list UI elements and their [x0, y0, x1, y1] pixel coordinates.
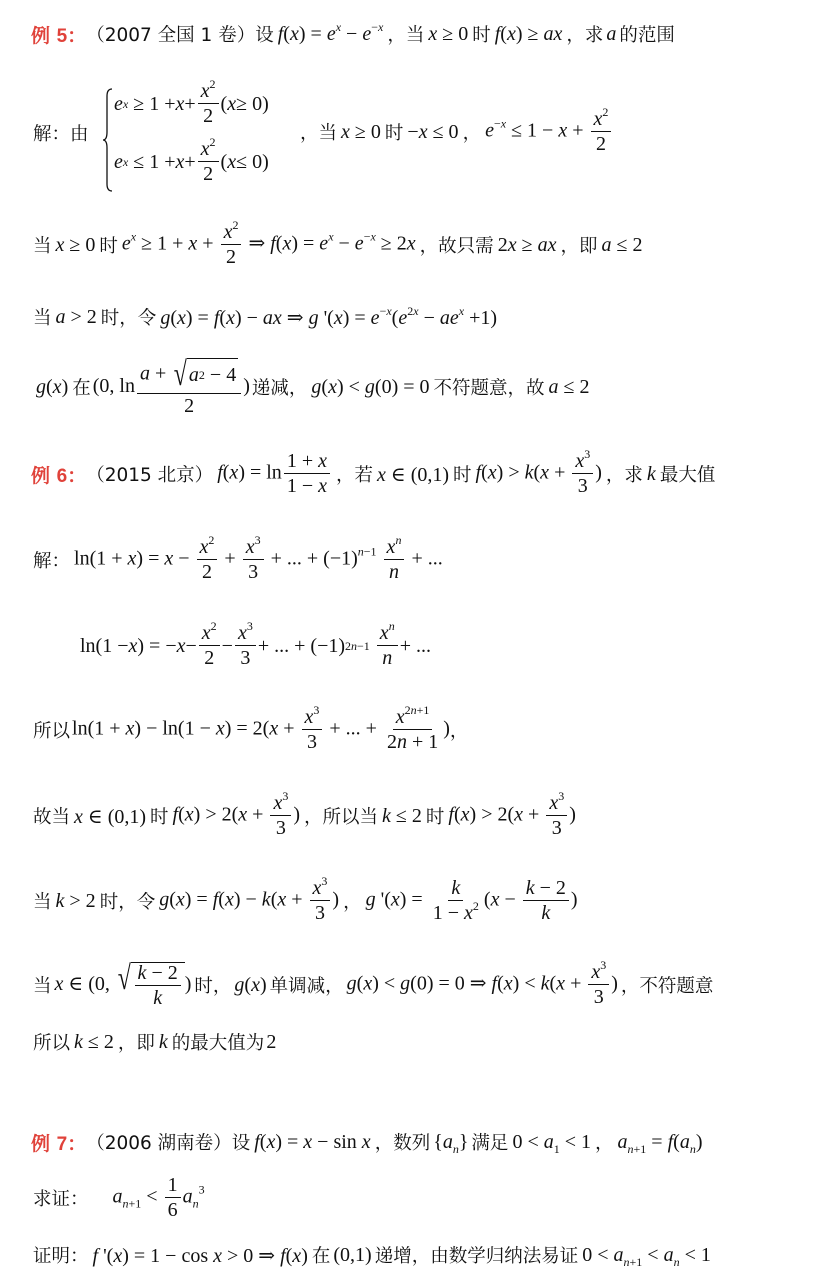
ex6-line-4: 故当 x ∈ (0,1) 时 f(x) > 2(x + $\frac{x^3}{3}$ ) ，所以当 k ≤ 2 时 f(x) > 2(x + $\frac{x^3}{3}$ ) [33, 789, 576, 839]
ex7-heading: 例 7： （2006 湖南卷） 设 f(x) = x − sin x ，数列 $\{a_n\}$ 满足 $0 < a_1 < 1$ ， $a_{n+1} = f(a_n)$ [31, 1130, 703, 1156]
ex7-prove: 求证： $a_{n+1}$ < $\frac{1}{6}$ $a_n^3$ [33, 1174, 205, 1221]
ex6-heading: 例 6： （2015 北京） f(x) = ln $\frac{1 + x}{1 - x}$ ，若 x ∈ (0,1) 时 f(x) > k(x + $\frac{x^3}{3}$ ) ，求 k 最大值 [31, 447, 716, 497]
ex5-case-1: e x ≥ 1 + x + $x^2$ 2 ( x ≥ 0) [114, 77, 269, 127]
ex6-line-6: 当 x ∈ (0, √ k − 2 k ) 时， g(x) 单调减， g(x) < g(0) = 0 ⇒ f(x) < k(x + $\frac{x^3}{3}$ ) ，不符题意 [33, 958, 714, 1009]
ex5-heading: 例 5： （2007 全国 1 卷） 设 $f(x) = e^x - e^{-x}$ ，当 x ≥ 0 时 f(x) ≥ ax ，求 a 的范围 [31, 19, 675, 47]
ex5-after-cases: ，当 x ≥ 0 时 −x ≤ 0 ， $e^{-x} \le 1 - x$ + $\frac{x^2}{2}$ [300, 106, 617, 158]
ex5-tag: 例 5： [31, 24, 87, 47]
ex5-line-4: 当 a > 2 时，令 g(x) = f(x) − ax ⇒ g '$(x) = e^{-x}(e^{2x} - ae^x +1)$ [33, 303, 498, 329]
ex5-line-5: g(x) 在 (0, ln a + √ a 2 − 4 2 ) 递减， g(x) < g(0) = 0 不符题意，故 a ≤ 2 [36, 355, 590, 417]
ex7-tag: 例 7： [31, 1132, 87, 1155]
cases-brace [103, 88, 113, 192]
ex6-line-5: 当 k > 2 时，令 g(x) = f(x) − k(x + $\frac{x^3}{3}$ ) ， g '(x) = $\frac{k}{1 - x^2}$ (x − $\frac{k - 2}{k}$ ) [33, 874, 578, 924]
ex5-case-2: e x ≤ 1 + x + $x^2$ 2 ( x ≤ 0) [114, 135, 269, 185]
ex6-series-1: 解： ln(1 + x) = x − $\frac{x^2}{2}$ + $\frac{x^3}{3}$ + ... + $(-1)^{n-1}$ $\frac{x^n}{n}$ + ... [33, 533, 443, 583]
ex6-source: （2015 北京） [86, 465, 214, 486]
ex7-source: （2006 湖南卷） [86, 1133, 232, 1154]
ex5-line-3: 当 x ≥ 0 时 $e^x \ge 1 + x$ + $\frac{x^2}{2}$ ⇒ $f(x) = e^x - e^{-x} \ge 2x$ ，故只需 2x ≥ ax ，即 a ≤ 2 [33, 218, 643, 268]
ex6-tag: 例 6： [31, 464, 87, 487]
ex6-line-3: 所以 ln(1 + x) − ln(1 − x) = 2(x + $\frac{x^3}{3}$ + ... + $\frac{x^{2n+1}}{2n + 1}$ ) ， [33, 703, 469, 753]
ex5-source: （2007 全国 1 卷） [86, 25, 256, 46]
ex6-series-2: ln(1 − x ) = − x − $x^2$ 2 − $x^3$ 3 + ... + (−1) 2n−1 $x^n$ n + ... [80, 619, 431, 669]
ex6-line-7: 所以 k ≤ 2 ，即 k 的最大值为 2 [33, 1030, 277, 1054]
ex7-proof: 证明： f '(x) = 1 − cos x > 0 ⇒ f(x) 在 (0,1) 递增，由数学归纳法易证 $0 < a_{n+1} < a_n < 1$ [33, 1243, 711, 1269]
ex5-solution-label: 解：由 [33, 124, 89, 145]
